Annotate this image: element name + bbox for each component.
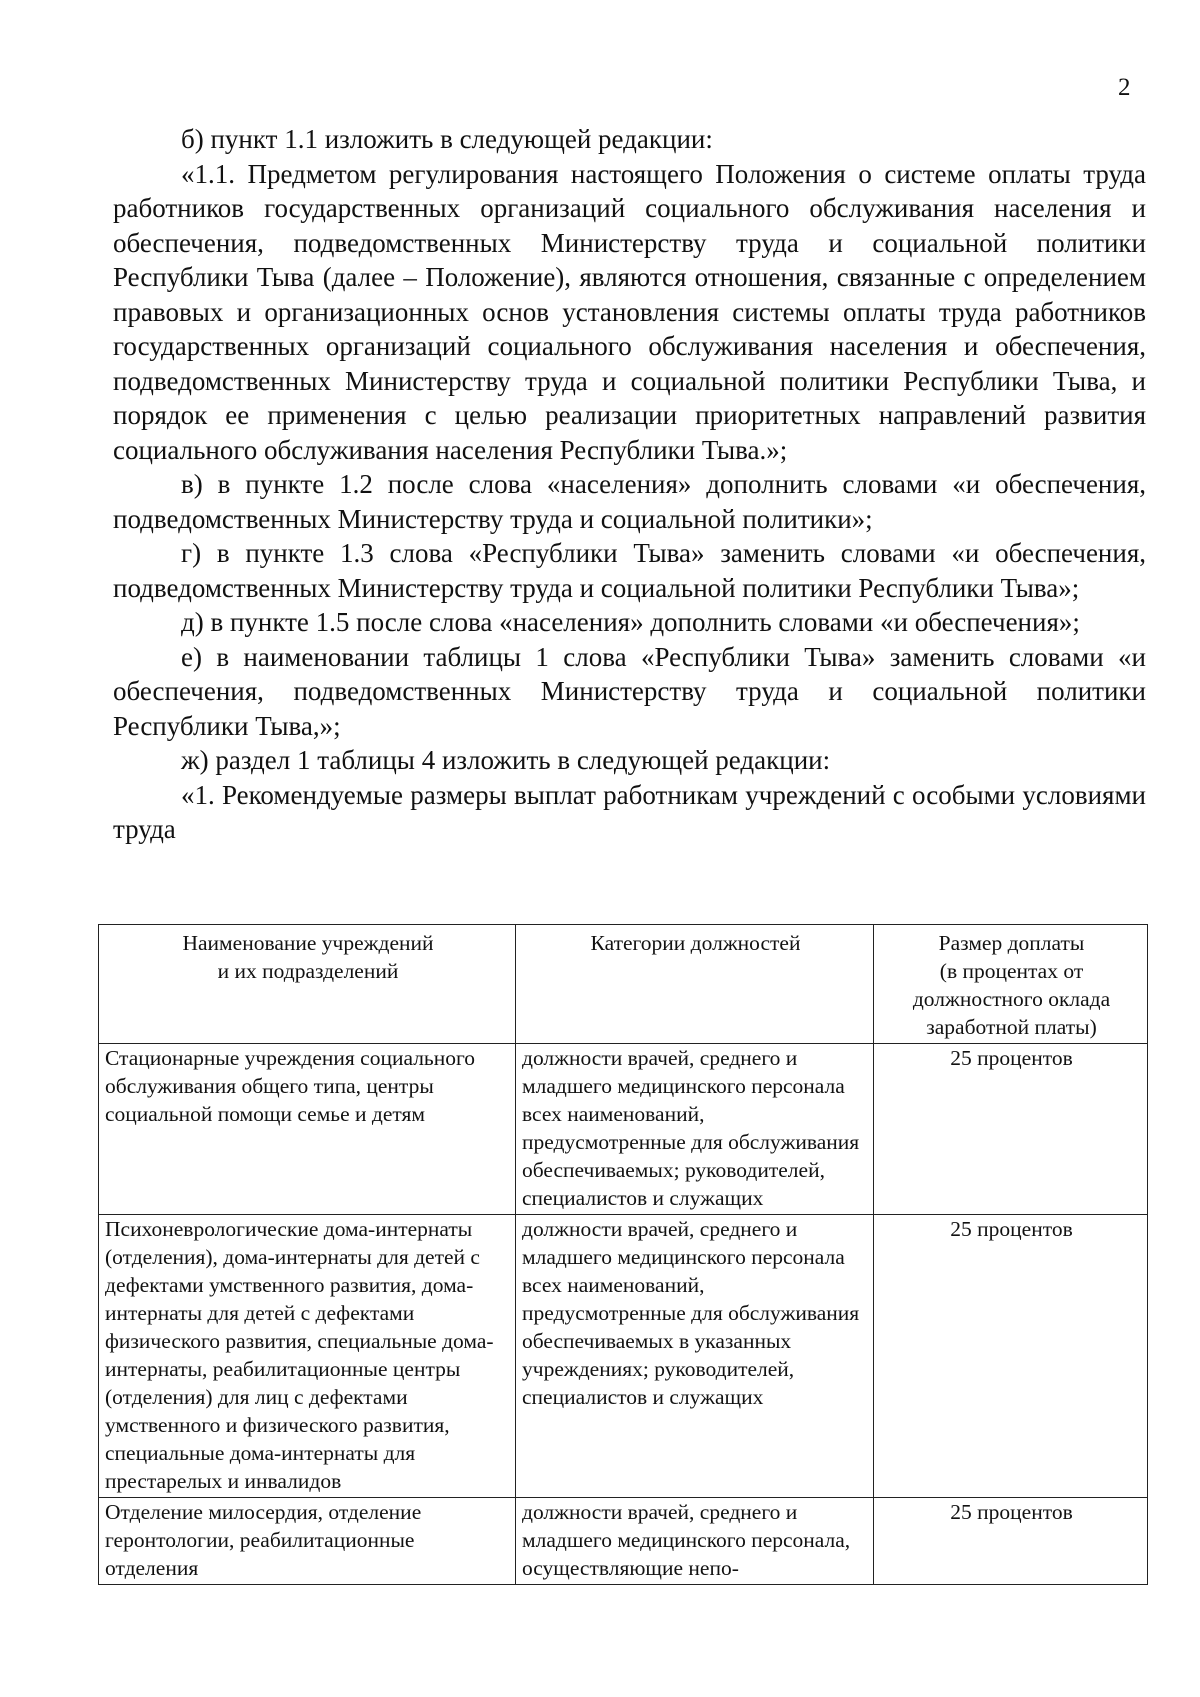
header-institution: Наименование учреждений и их подразделений bbox=[99, 925, 516, 1044]
paragraph-1-1: «1.1. Предметом регулирования настоящего Положения о системе оплаты труда работников государственных организаций социального обслуживания населения и обеспечения, подведомственных Министерству труда и социальной политики Республики Тыва (далее – Положение), являются отношения, связанные с определением правовых и организационных основ установления системы оплаты труда работников государственных организаций социального обслуживания населения и обеспечения, подведомственных Министерству труда и социальной политики Республики Тыва, и порядок ее применения с целью реализации приоритетных направлений развития социального обслуживания населения Республики Тыва.»; bbox=[113, 158, 1146, 465]
cell-payment: 25 процентов bbox=[874, 1215, 1148, 1498]
page-number: 2 bbox=[1118, 74, 1131, 101]
table-row bbox=[99, 1498, 1148, 1585]
document-body bbox=[113, 122, 1146, 847]
header-positions: Категории должностей bbox=[516, 925, 874, 1044]
paragraph-g: г) в пункте 1.3 слова «Республики Тыва» заменить словами «и обеспечения, подведомственных Министерству труда и социальной политики Республики Тыва»; bbox=[113, 538, 1146, 603]
paragraph-section-1: «1. Рекомендуемые размеры выплат работникам учреждений с особыми условиями труда bbox=[113, 779, 1146, 844]
header-payment: Размер доплаты (в процентах от должностного оклада заработной платы) bbox=[874, 925, 1148, 1044]
table-row bbox=[99, 1044, 1148, 1215]
paragraph-d: д) в пункте 1.5 после слова «населения» дополнить словами «и обеспечения»; bbox=[181, 607, 1080, 637]
cell-institution: Отделение милосердия, отделение геронтологии, реабилитационные отделения bbox=[99, 1498, 516, 1585]
cell-institution: Стационарные учреждения социального обслуживания общего типа, центры социальной помощи семье и детям bbox=[99, 1044, 516, 1215]
cell-positions: должности врачей, среднего и младшего медицинского персонала всех наименований, предусмотренные для обслуживания обеспечиваемых в указанных учреждениях; руководителей, специалистов и служащих bbox=[516, 1215, 874, 1498]
paragraph-e: е) в наименовании таблицы 1 слова «Республики Тыва» заменить словами «и обеспечения, подведомственных Министерству труда и социальной политики Республики Тыва,»; bbox=[113, 641, 1146, 741]
cell-payment: 25 процентов bbox=[874, 1044, 1148, 1215]
paragraph-b: б) пункт 1.1 изложить в следующей редакции: bbox=[181, 124, 713, 154]
cell-positions: должности врачей, среднего и младшего медицинского персонала, осуществляющие непо- bbox=[516, 1498, 874, 1585]
payment-table bbox=[98, 924, 1148, 1585]
table-row bbox=[99, 1215, 1148, 1498]
cell-payment: 25 процентов bbox=[874, 1498, 1148, 1585]
table-header-row bbox=[99, 925, 1148, 1044]
cell-positions: должности врачей, среднего и младшего медицинского персонала всех наименований, предусмотренные для обслуживания обеспечиваемых; руководителей, специалистов и служащих bbox=[516, 1044, 874, 1215]
cell-institution: Психоневрологические дома-интернаты (отделения), дома-интернаты для детей с дефектами умственного развития, дома-интернаты для детей с дефектами физического развития, специальные дома-интернаты, реабилитационные центры (отделения) для лиц с дефектами умственного и физического развития, специальные дома-интернаты для престарелых и инвалидов bbox=[99, 1215, 516, 1498]
paragraph-zh: ж) раздел 1 таблицы 4 изложить в следующей редакции: bbox=[181, 745, 831, 775]
paragraph-v: в) в пункте 1.2 после слова «населения» дополнить словами «и обеспечения, подведомственных Министерству труда и социальной политики»; bbox=[113, 469, 1146, 534]
